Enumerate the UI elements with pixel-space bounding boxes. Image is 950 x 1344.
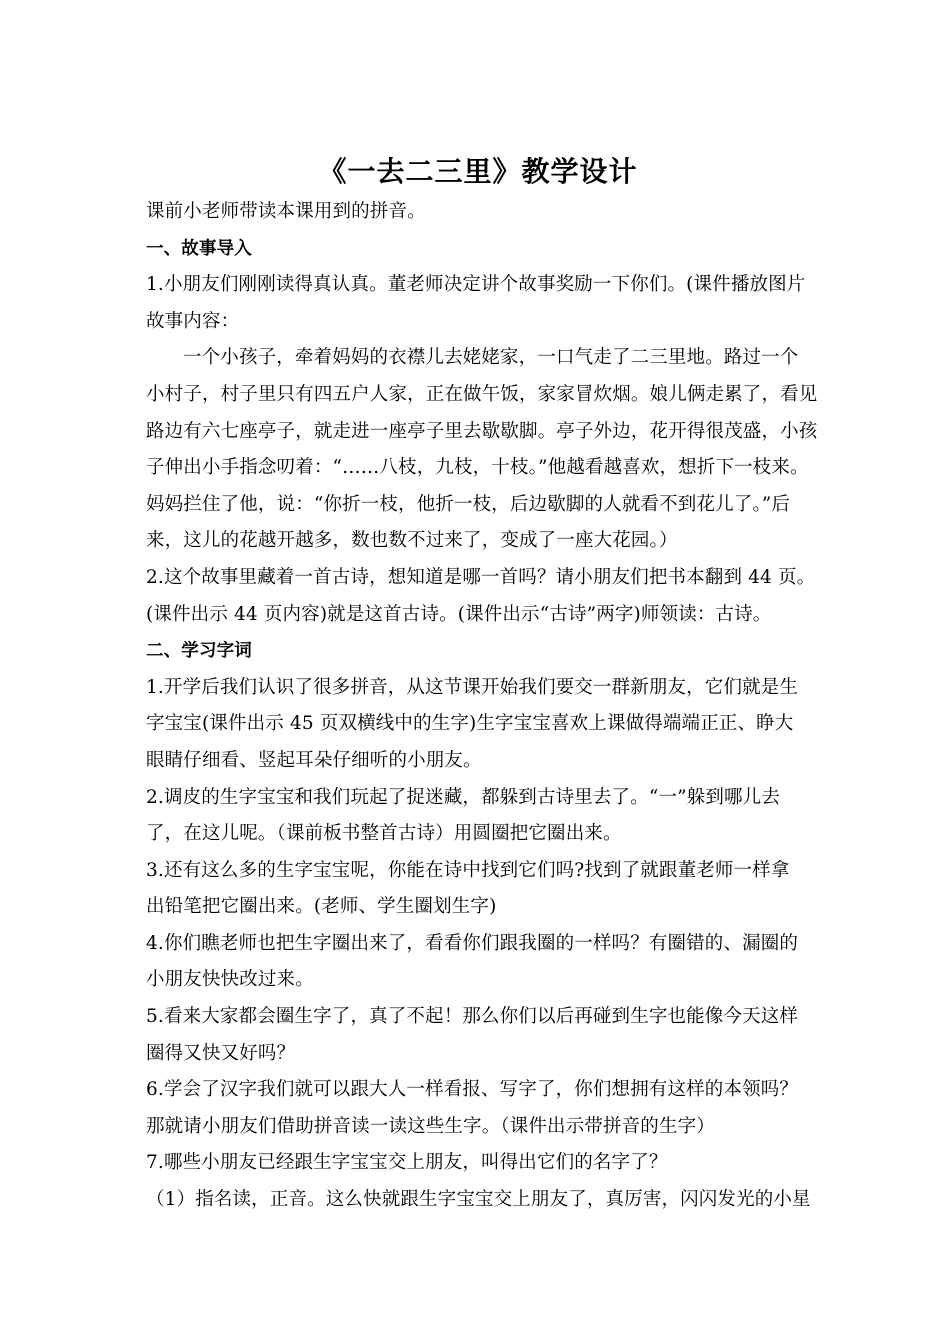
story-line: 路边有六七座亭子，就走进一座亭子里去歇歇脚。亭子外边，花开得很茂盛，小孩 <box>146 420 818 442</box>
paragraph-line: 6.学会了汉字我们就可以跟大人一样看报、写字了，你们想拥有这样的本领吗？ <box>146 1079 799 1101</box>
paragraph-line: 1.小朋友们刚刚读得真认真。董老师决定讲个故事奖励一下你们。(课件播放图片 <box>146 274 806 296</box>
paragraph-line: 那就请小朋友们借助拼音读一读这些生字。（课件出示带拼音的生字） <box>146 1115 715 1137</box>
story-line: 一个小孩子，牵着妈妈的衣襟儿去姥姥家，一口气走了二三里地。路过一个 <box>183 347 799 369</box>
paragraph-line: 2.调皮的生字宝宝和我们玩起了捉迷藏，都躲到古诗里去了。“一”躲到哪儿去 <box>146 786 780 808</box>
paragraph-line: 5.看来大家都会圈生字了，真了不起！那么你们以后再碰到生字也能像今天这样 <box>146 1006 799 1028</box>
paragraph-line: 出铅笔把它圈出来。(老师、学生圈划生字) <box>146 896 497 918</box>
section-heading-story: 一、故事导入 <box>146 238 252 259</box>
story-line: 小村子，村子里只有四五户人家，正在做午饭，家家冒炊烟。娘儿俩走累了，看见 <box>146 383 818 405</box>
paragraph-line: 眼睛仔细看、竖起耳朵仔细听的小朋友。 <box>146 749 482 771</box>
story-line: 来，这儿的花越开越多，数也数不过来了，变成了一座大花园。） <box>146 530 678 552</box>
paragraph-line: 字宝宝(课件出示 45 页双横线中的生字)生字宝宝喜欢上课做得端端正正、睁大 <box>146 713 794 735</box>
paragraph-line: 4.你们瞧老师也把生字圈出来了，看看你们跟我圈的一样吗？有圈错的、漏圈的 <box>146 932 799 954</box>
story-line: 妈妈拦住了他，说：“你折一枝，他折一枝，后边歇脚的人就看不到花儿了。”后 <box>146 493 791 515</box>
paragraph-line: 2.这个故事里藏着一首古诗，想知道是哪一首吗？请小朋友们把书本翻到 44 页。 <box>146 566 816 588</box>
document-title: 《一去二三里》教学设计 <box>318 155 638 188</box>
paragraph-line: 小朋友快快改过来。 <box>146 969 314 991</box>
paragraph-line: 故事内容： <box>146 310 240 332</box>
paragraph-line: (课件出示 44 页内容)就是这首古诗。(课件出示“古诗”两字)师领读：古诗。 <box>146 603 772 625</box>
paragraph-line: 1.开学后我们认识了很多拼音，从这节课开始我们要交一群新朋友，它们就是生 <box>146 676 799 698</box>
section-heading-words: 二、学习字词 <box>146 641 252 662</box>
document-page <box>146 150 818 1219</box>
paragraph-line: 7.哪些小朋友已经跟生字宝宝交上朋友，叫得出它们的名字了？ <box>146 1152 668 1174</box>
paragraph-line: （1）指名读，正音。这么快就跟生字宝宝交上朋友了，真厉害，闪闪发光的小星 <box>146 1189 811 1211</box>
intro-line: 课前小老师带读本课用到的拼音。 <box>146 201 426 222</box>
story-line: 子伸出小手指念叨着：“……八枝，九枝，十枝。”他越看越喜欢，想折下一枝来。 <box>146 457 809 479</box>
paragraph-line: 了，在这儿呢。（课前板书整首古诗）用圆圈把它圈出来。 <box>146 823 622 845</box>
paragraph-line: 3.还有这么多的生字宝宝呢，你能在诗中找到它们吗?找到了就跟董老师一样拿 <box>146 859 790 881</box>
paragraph-line: 圈得又快又好吗？ <box>146 1042 296 1064</box>
